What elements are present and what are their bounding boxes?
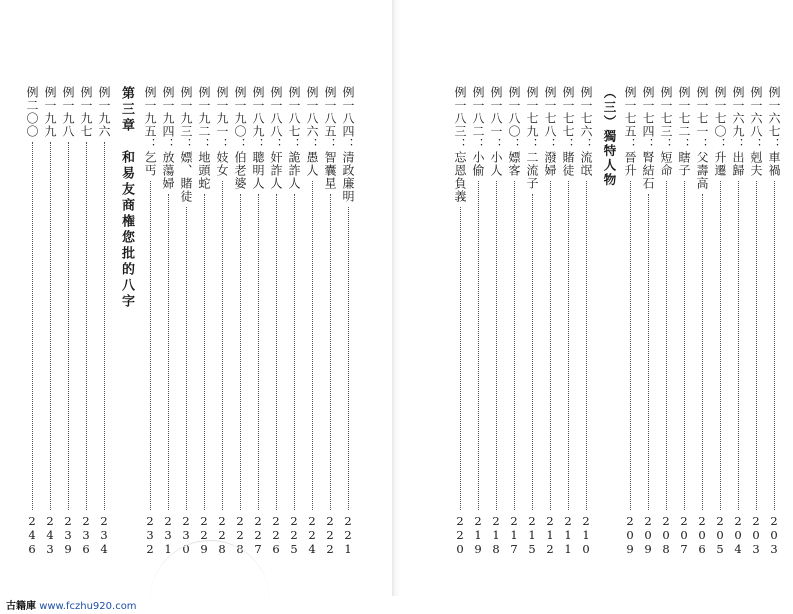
dot-leader: [550, 181, 551, 510]
dot-leader: [348, 207, 349, 510]
entry-label: 例一九五：乞丐: [143, 86, 157, 177]
entry-label: 例一八〇：嫖客: [507, 86, 521, 177]
toc-entry-185[interactable]: [322, 86, 338, 556]
entry-page-number: 206: [695, 514, 709, 556]
entry-label: 例一九八: [61, 86, 75, 138]
entry-page-number: 215: [525, 514, 539, 556]
entry-label: 例一八四：清政廉明: [341, 86, 355, 203]
toc-entry-168[interactable]: [748, 86, 764, 556]
toc-entry-183[interactable]: [452, 86, 468, 556]
toc-entry-176[interactable]: [578, 86, 594, 556]
entry-label: 例一七八：潑婦: [543, 86, 557, 177]
entry-page-number: 231: [161, 514, 175, 556]
dot-leader: [276, 194, 277, 510]
toc-entry-193[interactable]: [178, 86, 194, 556]
entry-page-number: 236: [79, 514, 93, 556]
dot-leader: [204, 194, 205, 510]
dot-leader: [738, 181, 739, 510]
entry-page-number: 227: [251, 514, 265, 556]
toc-entry-179[interactable]: [524, 86, 540, 556]
toc-entry-167[interactable]: [766, 86, 782, 556]
toc-entry-188[interactable]: [268, 86, 284, 556]
entry-label: 例一八八：奸詐人: [269, 86, 283, 190]
dot-leader: [460, 207, 461, 510]
entry-page-number: 243: [43, 514, 57, 556]
dot-leader: [630, 181, 631, 510]
entry-page-number: 225: [287, 514, 301, 556]
dot-leader: [186, 207, 187, 510]
entry-page-number: 210: [579, 514, 593, 556]
toc-entry-200[interactable]: [24, 86, 40, 556]
entry-page-number: 205: [713, 514, 727, 556]
book-gutter: [392, 0, 400, 596]
toc-entry-172[interactable]: [676, 86, 692, 556]
entry-page-number: 239: [61, 514, 75, 556]
toc-entry-196[interactable]: [96, 86, 112, 556]
entry-label: 例一九〇：伯老婆: [233, 86, 247, 190]
toc-entry-182[interactable]: [470, 86, 486, 556]
toc-entry-180[interactable]: [506, 86, 522, 556]
toc-entry-184[interactable]: [340, 86, 356, 556]
entry-page-number: 208: [659, 514, 673, 556]
toc-entry-198[interactable]: [60, 86, 76, 556]
dot-leader: [330, 194, 331, 510]
entry-page-number: 232: [143, 514, 157, 556]
section-heading: （三）獨特人物: [602, 86, 617, 188]
entry-page-number: 203: [749, 514, 763, 556]
right-page: [400, 0, 793, 596]
toc-entry-178[interactable]: [542, 86, 558, 556]
entry-page-number: 209: [623, 514, 637, 556]
toc-entry-170[interactable]: [712, 86, 728, 556]
toc-entry-175[interactable]: [622, 86, 638, 556]
dot-leader: [720, 181, 721, 510]
entry-label: 例一八三：忘恩負義: [453, 86, 467, 203]
toc-entry-186[interactable]: [304, 86, 320, 556]
entry-label: 例一七九：二流子: [525, 86, 539, 190]
dot-leader: [586, 181, 587, 510]
entry-label: 例一八九：聰明人: [251, 86, 265, 190]
entry-label: 例一七七：賭徒: [561, 86, 575, 177]
toc-entry-171[interactable]: [694, 86, 710, 556]
entry-page-number: 230: [179, 514, 193, 556]
toc-entry-177[interactable]: [560, 86, 576, 556]
entry-label: 例一七六：流氓: [579, 86, 593, 177]
dot-leader: [666, 181, 667, 510]
entry-label: 例一六七：車禍: [767, 86, 781, 177]
toc-entry-187[interactable]: [286, 86, 302, 556]
entry-label: 例一七四：腎結石: [641, 86, 655, 190]
left-page: [0, 0, 392, 596]
chapter-heading: 第三章 和易友商権您批的八字: [119, 86, 134, 310]
entry-label: 例一七二：瞎子: [677, 86, 691, 177]
entry-page-number: 229: [197, 514, 211, 556]
entry-label: 例一九六: [97, 86, 111, 138]
dot-leader: [50, 142, 51, 510]
entry-page-number: 228: [215, 514, 229, 556]
dot-leader: [240, 194, 241, 510]
toc-entry-190[interactable]: [232, 86, 248, 556]
entry-page-number: 228: [233, 514, 247, 556]
entry-label: 例一七〇：升遷: [713, 86, 727, 177]
dot-leader: [68, 142, 69, 510]
entry-page-number: 246: [25, 514, 39, 556]
entry-page-number: 217: [507, 514, 521, 556]
toc-entry-169[interactable]: [730, 86, 746, 556]
entry-label: 例一九七: [79, 86, 93, 138]
entry-label: 例一九三：嫖、賭徒: [179, 86, 193, 203]
toc-entry-189[interactable]: [250, 86, 266, 556]
entry-page-number: 224: [305, 514, 319, 556]
dot-leader: [774, 181, 775, 510]
dot-leader: [478, 181, 479, 510]
dot-leader: [168, 194, 169, 510]
toc-entry-197[interactable]: [78, 86, 94, 556]
dot-leader: [86, 142, 87, 510]
entry-label: 例一九九: [43, 86, 57, 138]
entry-label: 例一七五：晉升: [623, 86, 637, 177]
entry-label: 例一八二：小偷: [471, 86, 485, 177]
entry-page-number: 209: [641, 514, 655, 556]
entry-page-number: 203: [767, 514, 781, 556]
entry-page-number: 220: [453, 514, 467, 556]
toc-entry-181[interactable]: [488, 86, 504, 556]
entry-label: 例一六九：出歸: [731, 86, 745, 177]
dot-leader: [702, 194, 703, 510]
entry-page-number: 221: [341, 514, 355, 556]
entry-page-number: 222: [323, 514, 337, 556]
toc-entry-174[interactable]: [640, 86, 656, 556]
entry-label: 例一六八：剋夫: [749, 86, 763, 177]
toc-entry-173[interactable]: [658, 86, 674, 556]
toc-entry-194[interactable]: [160, 86, 176, 556]
entry-page-number: 218: [489, 514, 503, 556]
dot-leader: [222, 181, 223, 510]
dot-leader: [514, 181, 515, 510]
dot-leader: [648, 194, 649, 510]
entry-page-number: 207: [677, 514, 691, 556]
entry-label: 例一八五：智囊星: [323, 86, 337, 190]
toc-entry-199[interactable]: [42, 86, 58, 556]
entry-label: 例一八一：小人: [489, 86, 503, 177]
dot-leader: [294, 194, 295, 510]
dot-leader: [258, 194, 259, 510]
dot-leader: [312, 181, 313, 510]
entry-page-number: 212: [543, 514, 557, 556]
dot-leader: [532, 194, 533, 510]
entry-label: 例一九二：地頭蛇: [197, 86, 211, 190]
entry-page-number: 204: [731, 514, 745, 556]
entry-page-number: 234: [97, 514, 111, 556]
dot-leader: [150, 181, 151, 510]
dot-leader: [32, 142, 33, 510]
dot-leader: [756, 181, 757, 510]
toc-entry-192[interactable]: [196, 86, 212, 556]
site-name: 古籍庫: [6, 601, 36, 612]
entry-label: 例一七三：短命: [659, 86, 673, 177]
toc-entry-195[interactable]: [142, 86, 158, 556]
entry-label: 例一九四：放蕩婦: [161, 86, 175, 190]
dot-leader: [568, 181, 569, 510]
entry-page-number: 211: [561, 514, 575, 556]
dot-leader: [104, 142, 105, 510]
entry-label: 例一七一：父壽高: [695, 86, 709, 190]
dot-leader: [684, 181, 685, 510]
entry-page-number: 226: [269, 514, 283, 556]
dot-leader: [496, 181, 497, 510]
site-watermark[interactable]: [6, 597, 137, 612]
entry-label: 例一八七：詭詐人: [287, 86, 301, 190]
toc-entry-191[interactable]: [214, 86, 230, 556]
entry-label: 例二〇〇: [25, 86, 39, 138]
entry-label: 例一九一：妓女: [215, 86, 229, 177]
entry-page-number: 219: [471, 514, 485, 556]
entry-label: 例一八六：愚人: [305, 86, 319, 177]
site-url-link[interactable]: www.fczhu920.com: [39, 601, 137, 612]
